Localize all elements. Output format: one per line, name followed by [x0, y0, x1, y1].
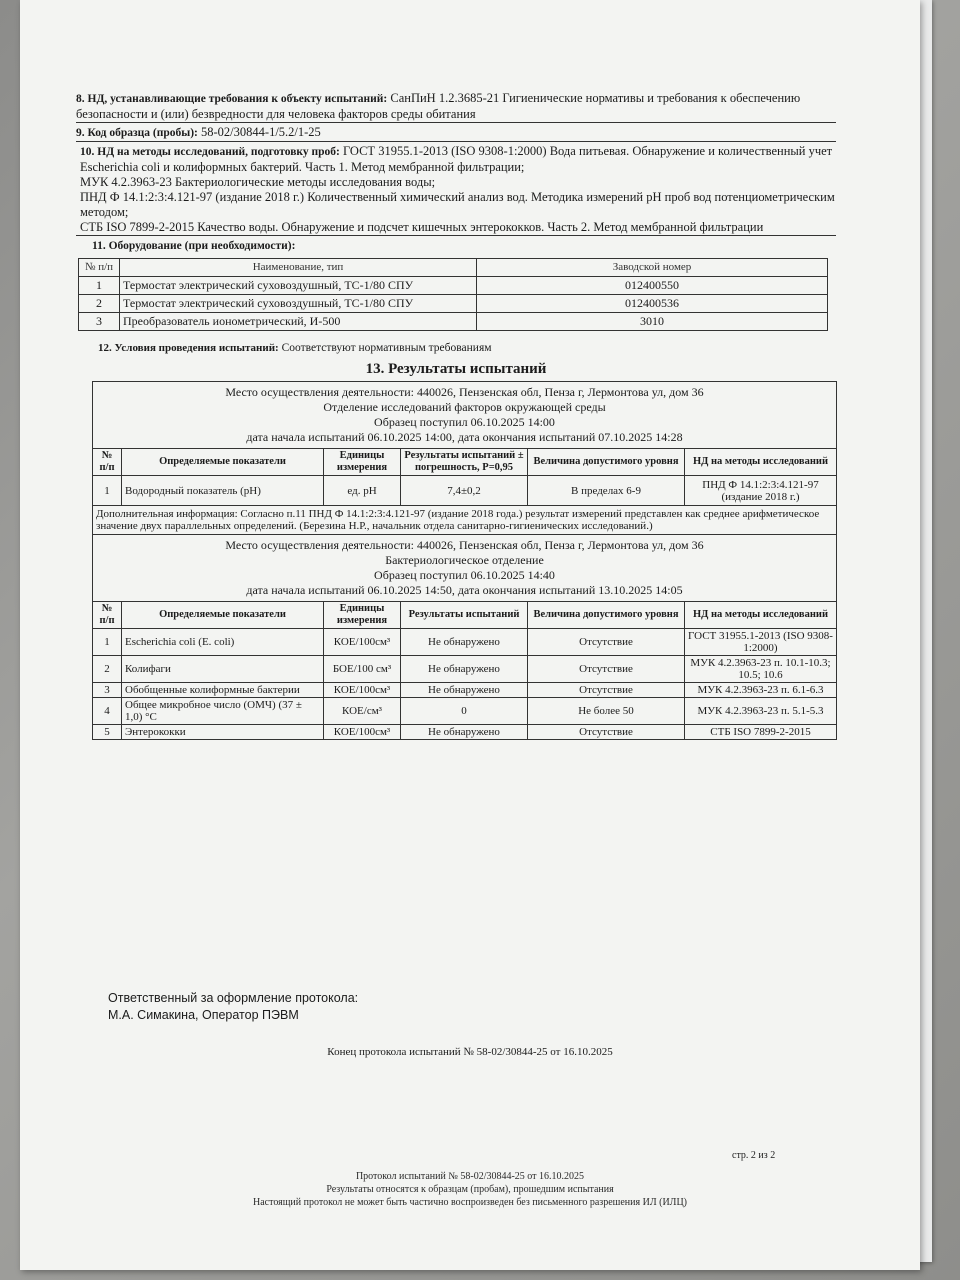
equipment-num: 2 [79, 295, 120, 313]
department-name: Отделение исследований факторов окружающей среды [323, 400, 606, 414]
section-12 [98, 341, 836, 356]
results-block-2-header [93, 535, 837, 602]
section-10-line-1: ГОСТ 31955.1-2013 (ISO 9308-1:2000) Вода питьевая. Обнаружение и количественный учет Escherichia coli и колиформных бактерий. Часть 1. Метод мембранной фильтрации; [80, 144, 833, 174]
section-12-value: Соответствуют нормативным требованиям [281, 342, 492, 354]
page-number: стр. 2 из 2 [732, 1150, 776, 1161]
results-block-1-columns [93, 449, 837, 476]
equipment-name: Термостат электрический суховоздушный, ТС-1/80 СПУ [120, 277, 477, 295]
col-allowed-level: Величина допустимого уровня [528, 602, 685, 629]
results-block-1-header [93, 382, 837, 449]
row-unit: БОЕ/100 см³ [324, 656, 401, 683]
results-block-1-note-row [93, 506, 837, 535]
row-indicator: Общее микробное число (ОМЧ) (37 ± 1,0) °С [122, 698, 324, 725]
section-11-label: 11. Оборудование (при необходимости): [92, 240, 296, 252]
section-10-line-3: ПНД Ф 14.1:2:3:4.121-97 (издание 2018 г.) Количественный химический анализ вод. Методика измерений pH проб вод потенциометрическим методом; [80, 190, 835, 219]
col-unit: Единицы измерения [324, 449, 401, 476]
section-10-label: 10. НД на методы исследований, подготовку проб: [80, 146, 340, 158]
table-row [93, 725, 837, 740]
place-of-activity: Место осуществления деятельности: 440026, Пензенская обл, Пенза г, Лермонтова ул, дом 36 [225, 385, 704, 399]
row-allowed-level: Отсутствие [528, 725, 685, 740]
responsible-name: М.А. Симакина, Оператор ПЭВМ [108, 1008, 299, 1022]
equipment-num: 1 [79, 277, 120, 295]
equipment-name: Преобразователь ионометрический, И-500 [120, 313, 477, 331]
section-9 [76, 124, 836, 142]
equipment-serial: 012400536 [477, 295, 828, 313]
responsible-person [108, 990, 358, 1024]
equipment-col-serial: Заводской номер [477, 259, 828, 277]
table-row [93, 683, 837, 698]
row-method: СТБ ISO 7899-2-2015 [685, 725, 837, 740]
sample-received: Образец поступил 06.10.2025 14:40 [374, 568, 555, 582]
col-indicator: Определяемые показатели [122, 449, 324, 476]
equipment-col-num: № п/п [79, 259, 120, 277]
col-result: Результаты испытаний [401, 602, 528, 629]
place-of-activity: Место осуществления деятельности: 440026, Пензенская обл, Пенза г, Лермонтова ул, дом 36 [225, 538, 704, 552]
row-result: Не обнаружено [401, 683, 528, 698]
row-method: МУК 4.2.3963-23 п. 10.1-10.3; 10.5; 10.6 [685, 656, 837, 683]
section-9-label: 9. Код образца (пробы): [76, 127, 198, 139]
section-10 [76, 143, 836, 236]
row-allowed-level: Отсутствие [528, 629, 685, 656]
row-num: 1 [93, 629, 122, 656]
equipment-num: 3 [79, 313, 120, 331]
section-8-label: 8. НД, устанавливающие требования к объекту испытаний: [76, 93, 388, 105]
row-num: 3 [93, 683, 122, 698]
row-method: ПНД Ф 14.1:2:3:4.121-97 (издание 2018 г.) [685, 476, 837, 506]
row-result: Не обнаружено [401, 656, 528, 683]
table-row [79, 295, 828, 313]
col-unit: Единицы измерения [324, 602, 401, 629]
col-method: НД на методы исследований [685, 602, 837, 629]
document-page [20, 0, 920, 1270]
results-block-2-columns [93, 602, 837, 629]
equipment-serial: 3010 [477, 313, 828, 331]
row-unit: КОЕ/100см³ [324, 725, 401, 740]
row-result: Не обнаружено [401, 629, 528, 656]
equipment-table [78, 258, 828, 331]
col-num: № п/п [93, 602, 122, 629]
row-num: 2 [93, 656, 122, 683]
sample-code: 58-02/30844-1/5.2/1-25 [201, 125, 321, 139]
row-allowed-level: Не более 50 [528, 698, 685, 725]
table-row [93, 656, 837, 683]
page-footer [20, 1170, 920, 1209]
row-method: МУК 4.2.3963-23 п. 6.1-6.3 [685, 683, 837, 698]
footer-line-3: Настоящий протокол не может быть частично воспроизведен без письменного разрешения ИЛ (ИЛЦ) [252, 1197, 687, 1208]
table-row [79, 277, 828, 295]
row-unit: КОЕ/100см³ [324, 629, 401, 656]
sample-received: Образец поступил 06.10.2025 14:00 [374, 415, 555, 429]
protocol-end: Конец протокола испытаний № 58-02/30844-25 от 16.10.2025 [327, 1046, 613, 1058]
row-num: 1 [93, 476, 122, 506]
section-11-heading [92, 238, 836, 254]
row-indicator: Колифаги [122, 656, 324, 683]
equipment-col-name: Наименование, тип [120, 259, 477, 277]
results-block-2-info [93, 535, 837, 602]
section-10-line-4: СТБ ISO 7899-2-2015 Качество воды. Обнаружение и подсчет кишечных энтерококков. Часть 2. Метод мембранной фильтрации [80, 220, 764, 234]
document-body [76, 90, 836, 740]
row-allowed-level: В пределах 6-9 [528, 476, 685, 506]
equipment-serial: 012400550 [477, 277, 828, 295]
row-indicator: Водородный показатель (pH) [122, 476, 324, 506]
col-method: НД на методы исследований [685, 449, 837, 476]
row-method: МУК 4.2.3963-23 п. 5.1-5.3 [685, 698, 837, 725]
row-num: 5 [93, 725, 122, 740]
results-table [92, 381, 837, 740]
row-indicator: Обобщенные колиформные бактерии [122, 683, 324, 698]
table-row [93, 629, 837, 656]
test-dates: дата начала испытаний 06.10.2025 14:00, дата окончания испытаний 07.10.2025 14:28 [246, 430, 683, 444]
row-unit: КОЕ/100см³ [324, 683, 401, 698]
row-allowed-level: Отсутствие [528, 683, 685, 698]
col-num: № п/п [93, 449, 122, 476]
table-row [93, 698, 837, 725]
table-row [79, 313, 828, 331]
department-name: Бактериологическое отделение [385, 553, 544, 567]
row-num: 4 [93, 698, 122, 725]
responsible-label: Ответственный за оформление протокола: [108, 991, 359, 1005]
section-8-value: СанПиН 1.2.3685-21 Гигиенические нормативы и требования к обеспечению безопасности и (или) безвредности для человека факторов среды обитания [76, 91, 801, 121]
row-unit: КОЕ/см³ [324, 698, 401, 725]
test-dates: дата начала испытаний 06.10.2025 14:50, дата окончания испытаний 13.10.2025 14:05 [246, 583, 683, 597]
row-result: Не обнаружено [401, 725, 528, 740]
row-indicator: Escherichia coli (E. coli) [122, 629, 324, 656]
results-block-1-info [93, 382, 837, 449]
additional-info: Дополнительная информация: Согласно п.11 ПНД Ф 14.1:2:3:4.121-97 (издание 2018 года.) результат измерений представлен как среднее арифметическое значение двух параллельных определений. (Березина Н.Р., начальник отдела санитарно-гигиенических исследований.) [93, 506, 837, 535]
row-allowed-level: Отсутствие [528, 656, 685, 683]
col-result: Результаты испытаний ± погрешность, P=0,95 [401, 449, 528, 476]
row-method: ГОСТ 31955.1-2013 (ISO 9308-1:2000) [685, 629, 837, 656]
row-result: 0 [401, 698, 528, 725]
row-result: 7,4±0,2 [401, 476, 528, 506]
col-indicator: Определяемые показатели [122, 602, 324, 629]
section-13-title: 13. Результаты испытаний [365, 361, 547, 377]
row-indicator: Энтерококки [122, 725, 324, 740]
footer-line-1: Протокол испытаний № 58-02/30844-25 от 16.10.2025 [355, 1171, 585, 1182]
col-allowed-level: Величина допустимого уровня [528, 449, 685, 476]
row-unit: ед. pH [324, 476, 401, 506]
section-10-line-2: МУК 4.2.3963-23 Бактериологические методы исследования воды; [80, 175, 436, 189]
footer-line-2: Результаты относятся к образцам (пробам), прошедшим испытания [326, 1184, 614, 1195]
section-12-label: 12. Условия проведения испытаний: [98, 342, 279, 354]
equipment-header-row [79, 259, 828, 277]
equipment-name: Термостат электрический суховоздушный, ТС-1/80 СПУ [120, 295, 477, 313]
section-8 [76, 90, 836, 123]
table-row [93, 476, 837, 506]
